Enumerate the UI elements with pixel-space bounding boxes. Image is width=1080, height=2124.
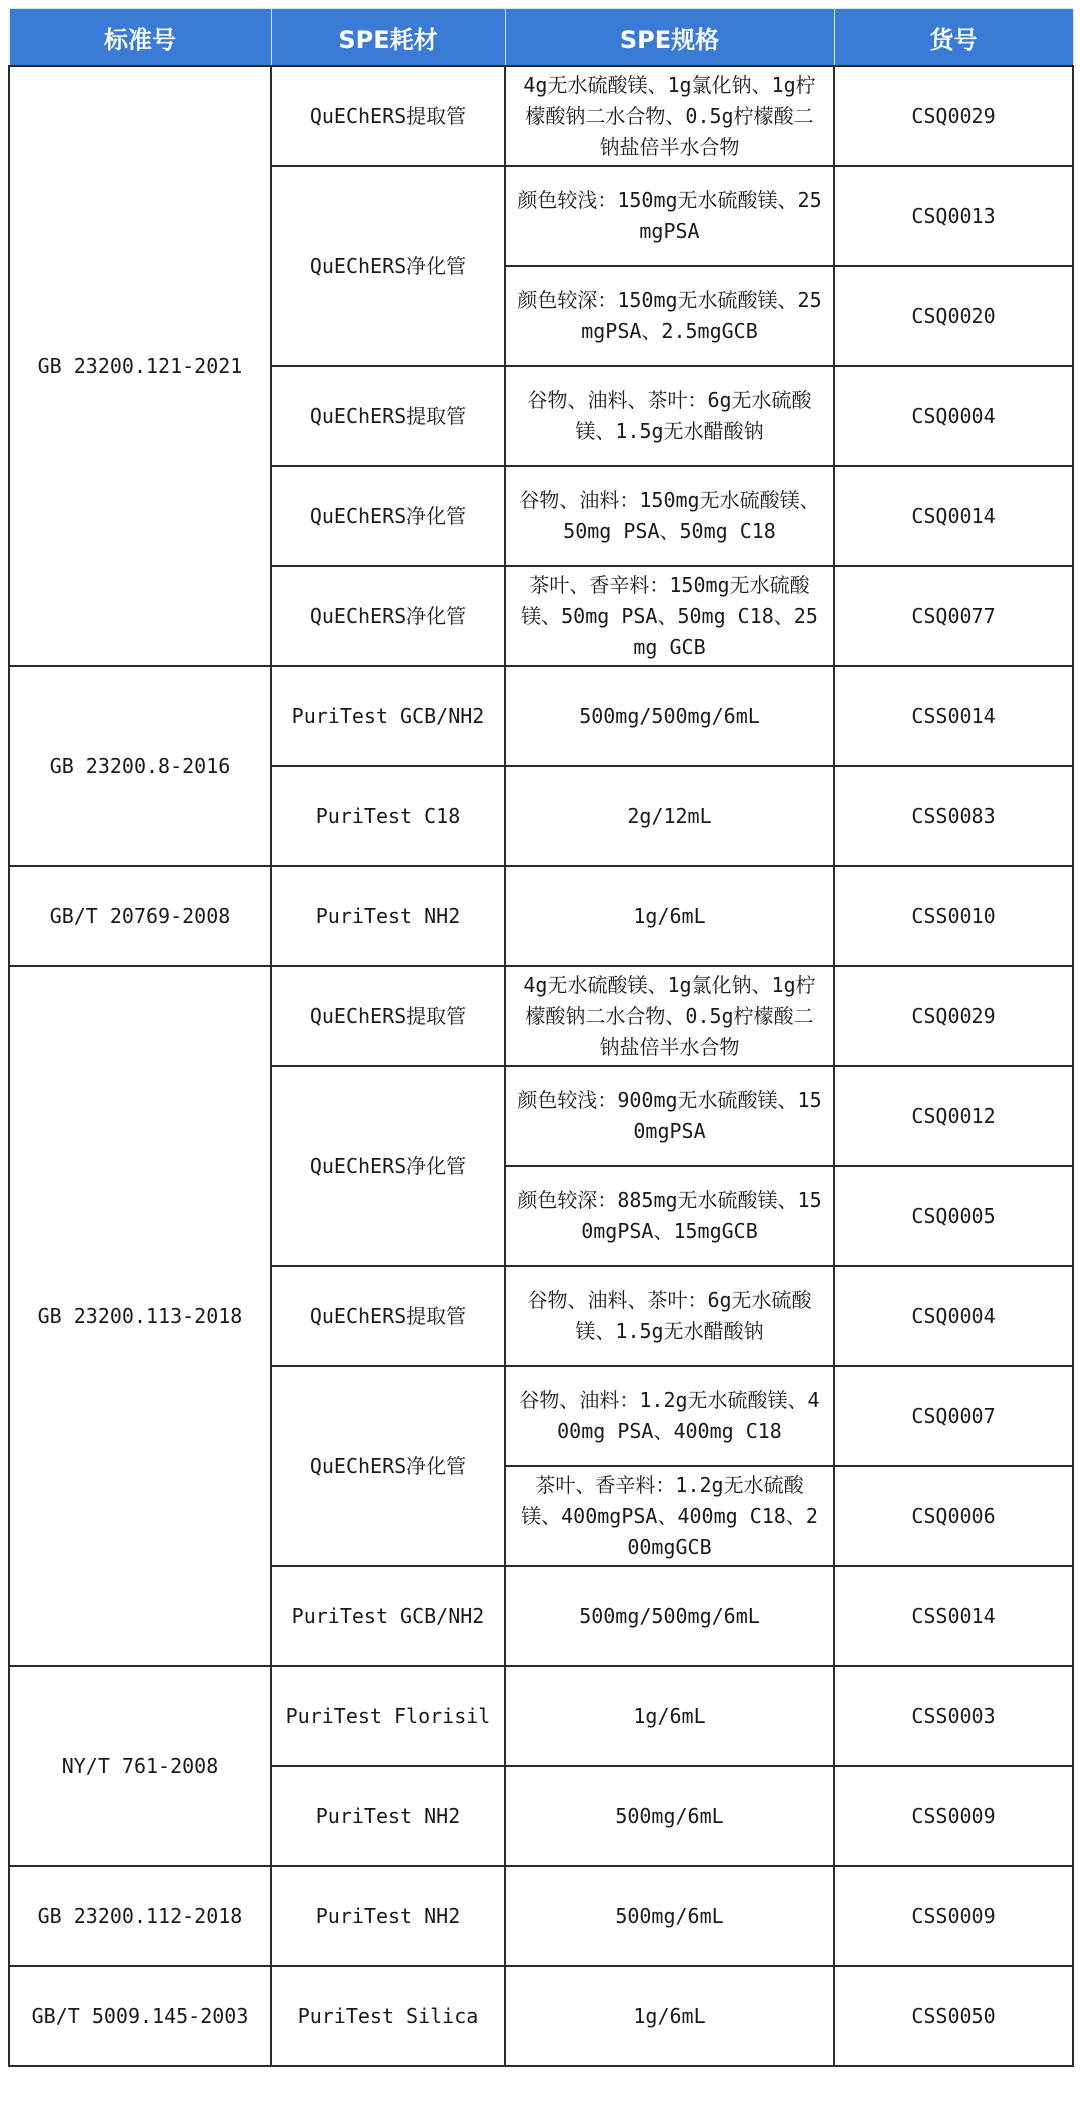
item-no-cell: CSS0083	[834, 766, 1073, 866]
standard-cell: GB 23200.113-2018	[9, 966, 271, 1666]
spec-cell: 4g无水硫酸镁、1g氯化钠、1g柠檬酸钠二水合物、0.5g柠檬酸二钠盐倍半水合物	[505, 66, 834, 166]
consumable-cell: PuriTest Silica	[271, 1966, 505, 2066]
standard-cell: GB/T 20769-2008	[9, 866, 271, 966]
item-no-cell: CSS0010	[834, 866, 1073, 966]
item-no-cell: CSQ0004	[834, 366, 1073, 466]
header-row	[9, 9, 1073, 67]
consumable-cell: QuEChERS净化管	[271, 1066, 505, 1266]
table-body	[9, 66, 1073, 2066]
spec-cell: 茶叶、香辛料：150mg无水硫酸镁、50mg PSA、50mg C18、25mg GCB	[505, 566, 834, 666]
consumable-cell: QuEChERS净化管	[271, 566, 505, 666]
spec-cell: 颜色较深：150mg无水硫酸镁、25mgPSA、2.5mgGCB	[505, 266, 834, 366]
standard-cell: GB 23200.8-2016	[9, 666, 271, 866]
standard-cell: GB 23200.112-2018	[9, 1866, 271, 1966]
consumable-cell: PuriTest NH2	[271, 1866, 505, 1966]
spec-cell: 颜色较浅：900mg无水硫酸镁、150mgPSA	[505, 1066, 834, 1166]
spec-cell: 4g无水硫酸镁、1g氯化钠、1g柠檬酸钠二水合物、0.5g柠檬酸二钠盐倍半水合物	[505, 966, 834, 1066]
item-no-cell: CSQ0007	[834, 1366, 1073, 1466]
consumable-cell: QuEChERS净化管	[271, 166, 505, 366]
consumable-cell: QuEChERS提取管	[271, 966, 505, 1066]
spec-cell: 颜色较深：885mg无水硫酸镁、150mgPSA、15mgGCB	[505, 1166, 834, 1266]
table-row	[9, 1866, 1073, 1966]
item-no-cell: CSQ0029	[834, 66, 1073, 166]
item-no-cell: CSS0050	[834, 1966, 1073, 2066]
table-row	[9, 866, 1073, 966]
spec-cell: 1g/6mL	[505, 1666, 834, 1766]
table-row	[9, 1666, 1073, 1766]
spec-cell: 谷物、油料、茶叶：6g无水硫酸镁、1.5g无水醋酸钠	[505, 366, 834, 466]
consumable-cell: QuEChERS净化管	[271, 1366, 505, 1566]
table-header	[9, 9, 1073, 67]
spec-cell: 颜色较浅：150mg无水硫酸镁、25mgPSA	[505, 166, 834, 266]
item-no-cell: CSQ0029	[834, 966, 1073, 1066]
item-no-cell: CSS0014	[834, 666, 1073, 766]
standard-cell: GB/T 5009.145-2003	[9, 1966, 271, 2066]
consumable-cell: QuEChERS净化管	[271, 466, 505, 566]
spec-cell: 500mg/500mg/6mL	[505, 1566, 834, 1666]
standard-cell: GB 23200.121-2021	[9, 66, 271, 666]
item-no-cell: CSS0009	[834, 1866, 1073, 1966]
spe-product-table	[8, 8, 1074, 2067]
spec-cell: 谷物、油料、茶叶：6g无水硫酸镁、1.5g无水醋酸钠	[505, 1266, 834, 1366]
spec-cell: 500mg/6mL	[505, 1866, 834, 1966]
header-standard: 标准号	[9, 9, 271, 67]
standard-cell: NY/T 761-2008	[9, 1666, 271, 1866]
consumable-cell: PuriTest GCB/NH2	[271, 1566, 505, 1666]
spe-table-container	[8, 8, 1072, 2067]
header-spec: SPE规格	[505, 9, 834, 67]
header-consumable: SPE耗材	[271, 9, 505, 67]
spec-cell: 500mg/500mg/6mL	[505, 666, 834, 766]
item-no-cell: CSQ0012	[834, 1066, 1073, 1166]
item-no-cell: CSS0003	[834, 1666, 1073, 1766]
consumable-cell: QuEChERS提取管	[271, 66, 505, 166]
table-row	[9, 966, 1073, 1066]
item-no-cell: CSQ0006	[834, 1466, 1073, 1566]
spec-cell: 茶叶、香辛料：1.2g无水硫酸镁、400mgPSA、400mg C18、200mgGCB	[505, 1466, 834, 1566]
item-no-cell: CSQ0077	[834, 566, 1073, 666]
spec-cell: 1g/6mL	[505, 866, 834, 966]
consumable-cell: QuEChERS提取管	[271, 1266, 505, 1366]
item-no-cell: CSQ0014	[834, 466, 1073, 566]
item-no-cell: CSS0014	[834, 1566, 1073, 1666]
consumable-cell: PuriTest GCB/NH2	[271, 666, 505, 766]
table-row	[9, 666, 1073, 766]
spec-cell: 500mg/6mL	[505, 1766, 834, 1866]
spec-cell: 谷物、油料：150mg无水硫酸镁、50mg PSA、50mg C18	[505, 466, 834, 566]
item-no-cell: CSQ0013	[834, 166, 1073, 266]
item-no-cell: CSQ0004	[834, 1266, 1073, 1366]
item-no-cell: CSQ0020	[834, 266, 1073, 366]
spec-cell: 1g/6mL	[505, 1966, 834, 2066]
item-no-cell: CSQ0005	[834, 1166, 1073, 1266]
consumable-cell: PuriTest C18	[271, 766, 505, 866]
spec-cell: 2g/12mL	[505, 766, 834, 866]
consumable-cell: QuEChERS提取管	[271, 366, 505, 466]
consumable-cell: PuriTest Florisil	[271, 1666, 505, 1766]
table-row	[9, 66, 1073, 166]
item-no-cell: CSS0009	[834, 1766, 1073, 1866]
consumable-cell: PuriTest NH2	[271, 1766, 505, 1866]
table-row	[9, 1966, 1073, 2066]
header-item-no: 货号	[834, 9, 1073, 67]
spec-cell: 谷物、油料：1.2g无水硫酸镁、400mg PSA、400mg C18	[505, 1366, 834, 1466]
consumable-cell: PuriTest NH2	[271, 866, 505, 966]
